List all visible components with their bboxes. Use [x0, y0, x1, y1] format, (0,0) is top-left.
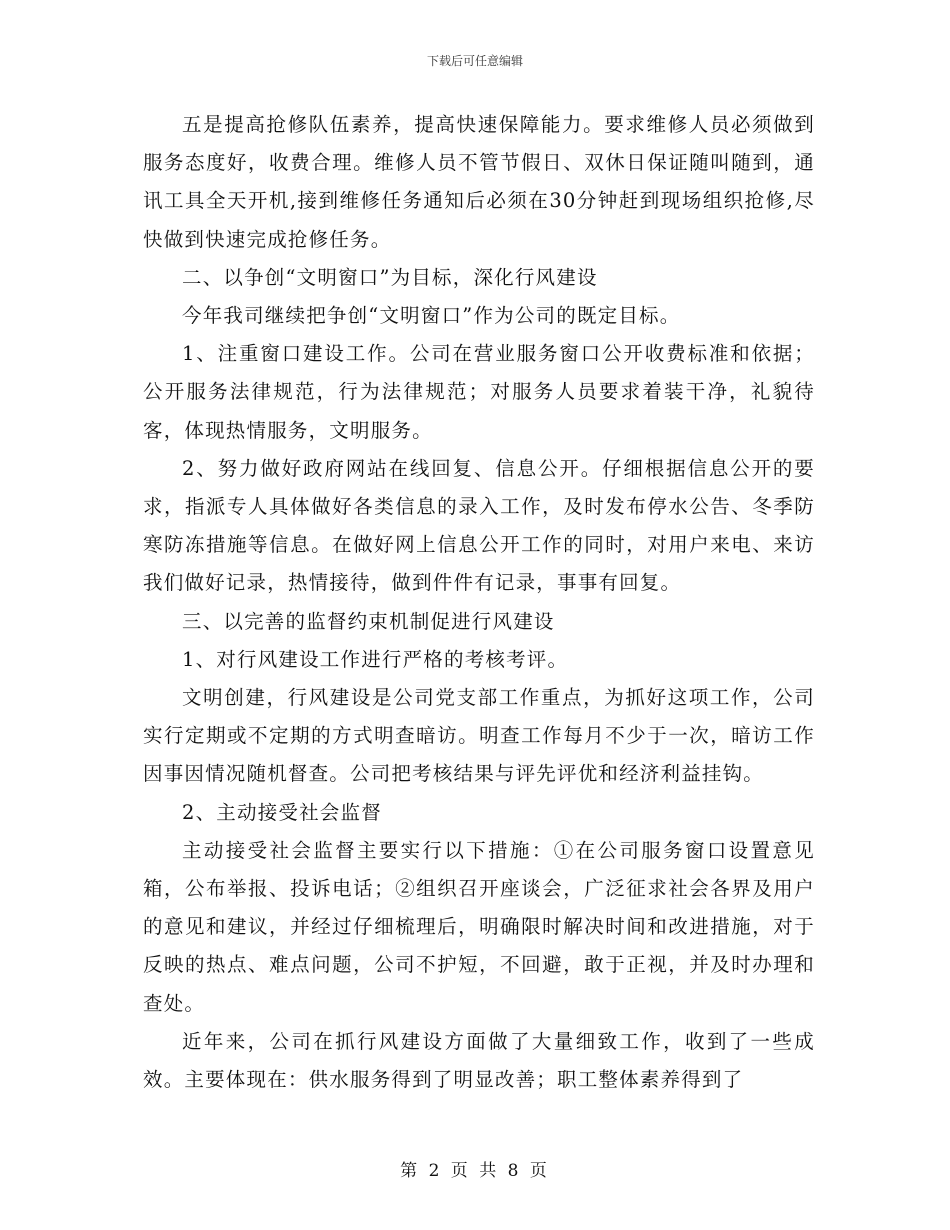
section-heading: 二、以争创“文明窗口”为目标，深化行风建设 [182, 265, 598, 289]
document-body [143, 106, 815, 1099]
section-heading: 三、以完善的监督约束机制促进行风建设 [182, 609, 555, 633]
page-number: 第 2 页 共 8 页 [400, 1161, 550, 1181]
subheading: 1、对行风建设工作进行严格的考核考评。 [182, 647, 569, 671]
paragraph: 2、努力做好政府网站在线回复、信息公开。仔细根据信息公开的要求，指派专人具体做好各类信息的录入工作，及时发布停水公告、冬季防寒防冻措施等信息。在做好网上信息公开工作的同时，对用户来电、来访我们做好记录，热情接待，做到件件有记录，事事有回复。 [143, 456, 815, 595]
paragraph: 近年来，公司在抓行风建设方面做了大量细致工作，收到了一些成效。主要体现在：供水服务得到了明显改善；职工整体素养得到了 [143, 1029, 815, 1092]
subheading: 2、主动接受社会监督 [182, 800, 382, 824]
paragraph: 五是提高抢修队伍素养，提高快速保障能力。要求维修人员必须做到服务态度好，收费合理。维修人员不管节假日、双休日保证随叫随到，通讯工具全天开机,接到维修任务通知后必须在30分钟赶到现场组织抢修,尽快做到快速完成抢修任务。 [143, 113, 815, 251]
paragraph: 今年我司继续把争创“文明窗口”作为公司的既定目标。 [182, 304, 681, 328]
paragraph: 主动接受社会监督主要实行以下措施：①在公司服务窗口设置意见箱，公布举报、投诉电话；②组织召开座谈会，广泛征求社会各界及用户的意见和建议，并经过仔细梳理后，明确限时解决时间和改进措施，对于反映的热点、难点问题，公司不护短，不回避，敢于正视，并及时办理和查处。 [143, 838, 815, 1015]
paragraph: 1、注重窗口建设工作。公司在营业服务窗口公开收费标准和依据；公开服务法律规范，行为法律规范；对服务人员要求着装干净，礼貌待客，体现热情服务，文明服务。 [143, 342, 815, 442]
paragraph: 文明创建，行风建设是公司党支部工作重点，为抓好这项工作，公司实行定期或不定期的方式明查暗访。明查工作每月不少于一次，暗访工作因事因情况随机督查。公司把考核结果与评先评优和经济利益挂钩。 [143, 686, 815, 786]
page-header: 下载后可任意编辑 [426, 54, 523, 68]
